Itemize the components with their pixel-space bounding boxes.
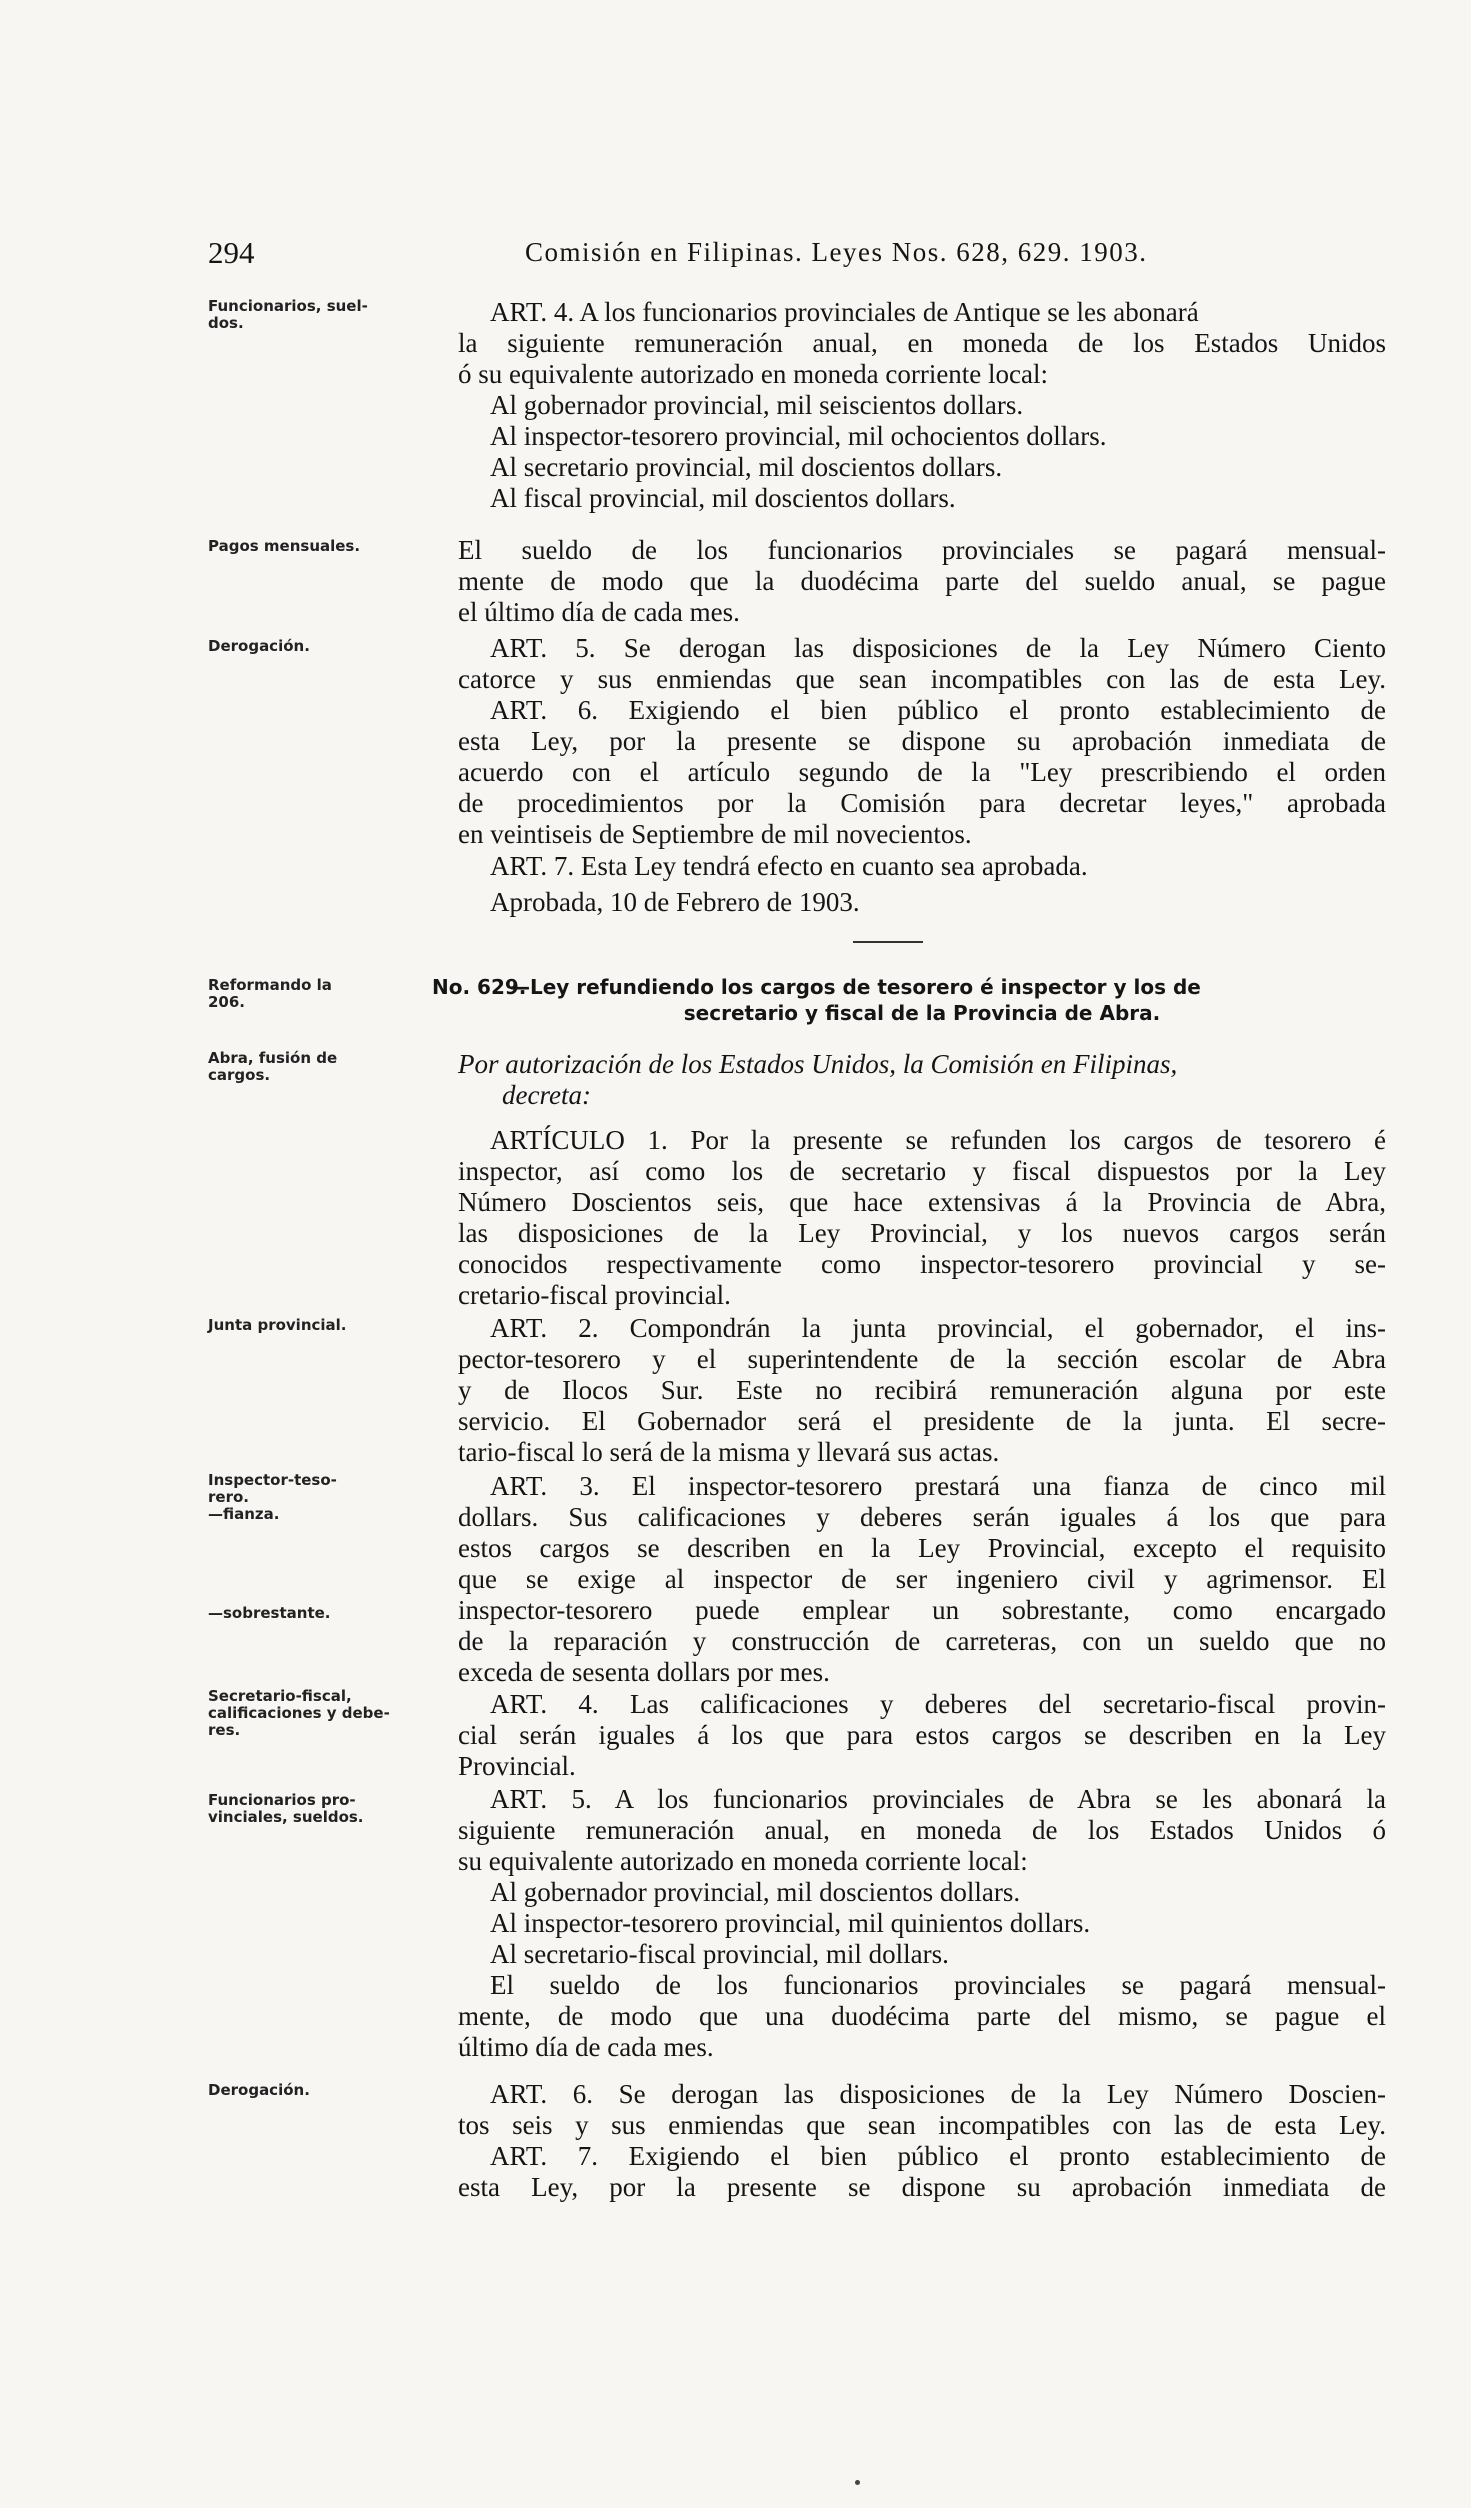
text-line: conocidos respectivamente como inspector-tesorero provincial y se- (458, 1249, 1386, 1279)
text-line: mente de modo que la duodécima parte del sueldo anual, se pague (458, 566, 1386, 596)
margin-note: Derogación. (208, 637, 310, 655)
text-line: exceda de sesenta dollars por mes. (458, 1657, 830, 1687)
text-line: ART. 6. Se derogan las disposiciones de la Ley Número Doscien- (490, 2079, 1386, 2109)
text-line: esta Ley, por la presente se dispone su aprobación inmediata de (458, 2172, 1386, 2202)
margin-note: Junta provincial. (208, 1316, 347, 1334)
law-title-line: —Ley refundiendo los cargos de tesorero é inspector y los de (510, 975, 1201, 999)
text-line: acuerdo con el artículo segundo de la "Ley prescribiendo el orden (458, 757, 1386, 787)
text-line: pector-tesorero y el superintendente de la sección escolar de Abra (458, 1344, 1386, 1374)
text-line: de la reparación y construcción de carreteras, con un sueldo que no (458, 1626, 1386, 1656)
text-line: Al secretario-fiscal provincial, mil dollars. (490, 1939, 949, 1969)
text-line: tos seis y sus enmiendas que sean incompatibles con las de esta Ley. (458, 2110, 1386, 2140)
text-line: ART. 4. Las calificaciones y deberes del secretario-fiscal provin- (490, 1689, 1386, 1719)
text-line: estos cargos se describen en la Ley Provincial, excepto el requisito (458, 1533, 1386, 1563)
margin-note: Funcionarios pro- vinciales, sueldos. (208, 1791, 364, 1826)
text-line: Al gobernador provincial, mil seiscientos dollars. (490, 390, 1024, 420)
approval-date: Aprobada, 10 de Febrero de 1903. (490, 887, 860, 917)
text-line: ART. 7. Exigiendo el bien público el pronto establecimiento de (490, 2141, 1386, 2171)
text-line: servicio. El Gobernador será el presidente de la junta. El secre- (458, 1406, 1386, 1436)
margin-note: —sobrestante. (208, 1604, 331, 1622)
text-line: cretario-fiscal provincial. (458, 1280, 731, 1310)
text-line: inspector-tesorero puede emplear un sobrestante, como encargado (458, 1595, 1386, 1625)
text-line: Al fiscal provincial, mil doscientos dollars. (490, 483, 956, 513)
margin-note: Pagos mensuales. (208, 537, 361, 555)
text-line: ART. 7. Esta Ley tendrá efecto en cuanto sea aprobada. (490, 851, 1088, 881)
text-line: siguiente remuneración anual, en moneda de los Estados Unidos ó (458, 1815, 1386, 1845)
page-mark (855, 2480, 860, 2485)
text-line: dollars. Sus calificaciones y deberes serán iguales á los que para (458, 1502, 1386, 1532)
text-line: en veintiseis de Septiembre de mil novecientos. (458, 819, 972, 849)
text-line: Número Doscientos seis, que hace extensivas á la Provincia de Abra, (458, 1187, 1386, 1217)
margin-note: Reformando la 206. (208, 976, 332, 1011)
enacting-clause: Por autorización de los Estados Unidos, la Comisión en Filipinas, (458, 1049, 1178, 1079)
text-line: ART. 5. Se derogan las disposiciones de la Ley Número Ciento (490, 633, 1386, 663)
text-line: ART. 2. Compondrán la junta provincial, el gobernador, el ins- (490, 1313, 1386, 1343)
text-line: Al inspector-tesorero provincial, mil ochocientos dollars. (490, 421, 1107, 451)
text-line: catorce y sus enmiendas que sean incompatibles con las de esta Ley. (458, 664, 1386, 694)
text-line: y de Ilocos Sur. Este no recibirá remuneración alguna por este (458, 1375, 1386, 1405)
text-line: la siguiente remuneración anual, en moneda de los Estados Unidos (458, 328, 1386, 358)
text-line: ART. 5. A los funcionarios provinciales de Abra se les abonará la (490, 1784, 1386, 1814)
margin-note: Funcionarios, suel- dos. (208, 297, 368, 332)
text-line: ARTÍCULO 1. Por la presente se refunden los cargos de tesorero é (490, 1125, 1386, 1155)
text-line: Al gobernador provincial, mil doscientos dollars. (490, 1877, 1021, 1907)
law-number: No. 629. (432, 975, 527, 999)
text-line: El sueldo de los funcionarios provinciales se pagará mensual- (458, 535, 1386, 565)
text-line: ART. 4. A los funcionarios provinciales de Antique se les abonará (490, 297, 1199, 327)
text-line: ó su equivalente autorizado en moneda corriente local: (458, 359, 1049, 389)
text-line: Provincial. (458, 1751, 576, 1781)
margin-note: Inspector-teso- rero. —fianza. (208, 1471, 337, 1523)
margin-note: Secretario-fiscal, calificaciones y debe- res. (208, 1687, 390, 1739)
text-line: El sueldo de los funcionarios provinciales se pagará mensual- (490, 1970, 1386, 2000)
text-line: Al secretario provincial, mil doscientos dollars. (490, 452, 1003, 482)
text-line: el último día de cada mes. (458, 597, 740, 627)
text-line: ART. 6. Exigiendo el bien público el pronto establecimiento de (490, 695, 1386, 725)
page-number: 294 (208, 235, 255, 270)
section-divider (853, 941, 923, 943)
text-line: su equivalente autorizado en moneda corriente local: (458, 1846, 1028, 1876)
text-line: mente, de modo que una duodécima parte del mismo, se pague el (458, 2001, 1386, 2031)
text-line: que se exige al inspector de ser ingeniero civil y agrimensor. El (458, 1564, 1386, 1594)
page-header (208, 235, 1308, 275)
text-line: ART. 3. El inspector-tesorero prestará una fianza de cinco mil (490, 1471, 1386, 1501)
law-title-line: secretario y fiscal de la Provincia de Abra. (683, 1001, 1161, 1025)
text-line: las disposiciones de la Ley Provincial, y los nuevos cargos serán (458, 1218, 1386, 1248)
text-line: Al inspector-tesorero provincial, mil quinientos dollars. (490, 1908, 1091, 1938)
text-line: esta Ley, por la presente se dispone su aprobación inmediata de (458, 726, 1386, 756)
enacting-clause: decreta: (502, 1080, 591, 1110)
running-title: Comisión en Filipinas. Leyes Nos. 628, 629. 1903. (525, 237, 1148, 267)
margin-note: Derogación. (208, 2081, 310, 2099)
text-line: tario-fiscal lo será de la misma y llevará sus actas. (458, 1437, 1000, 1467)
margin-note: Abra, fusión de cargos. (208, 1049, 338, 1084)
text-line: de procedimientos por la Comisión para decretar leyes," aprobada (458, 788, 1386, 818)
text-line: último día de cada mes. (458, 2032, 714, 2062)
text-line: cial serán iguales á los que para estos cargos se describen en la Ley (458, 1720, 1386, 1750)
text-line: inspector, así como los de secretario y fiscal dispuestos por la Ley (458, 1156, 1386, 1186)
